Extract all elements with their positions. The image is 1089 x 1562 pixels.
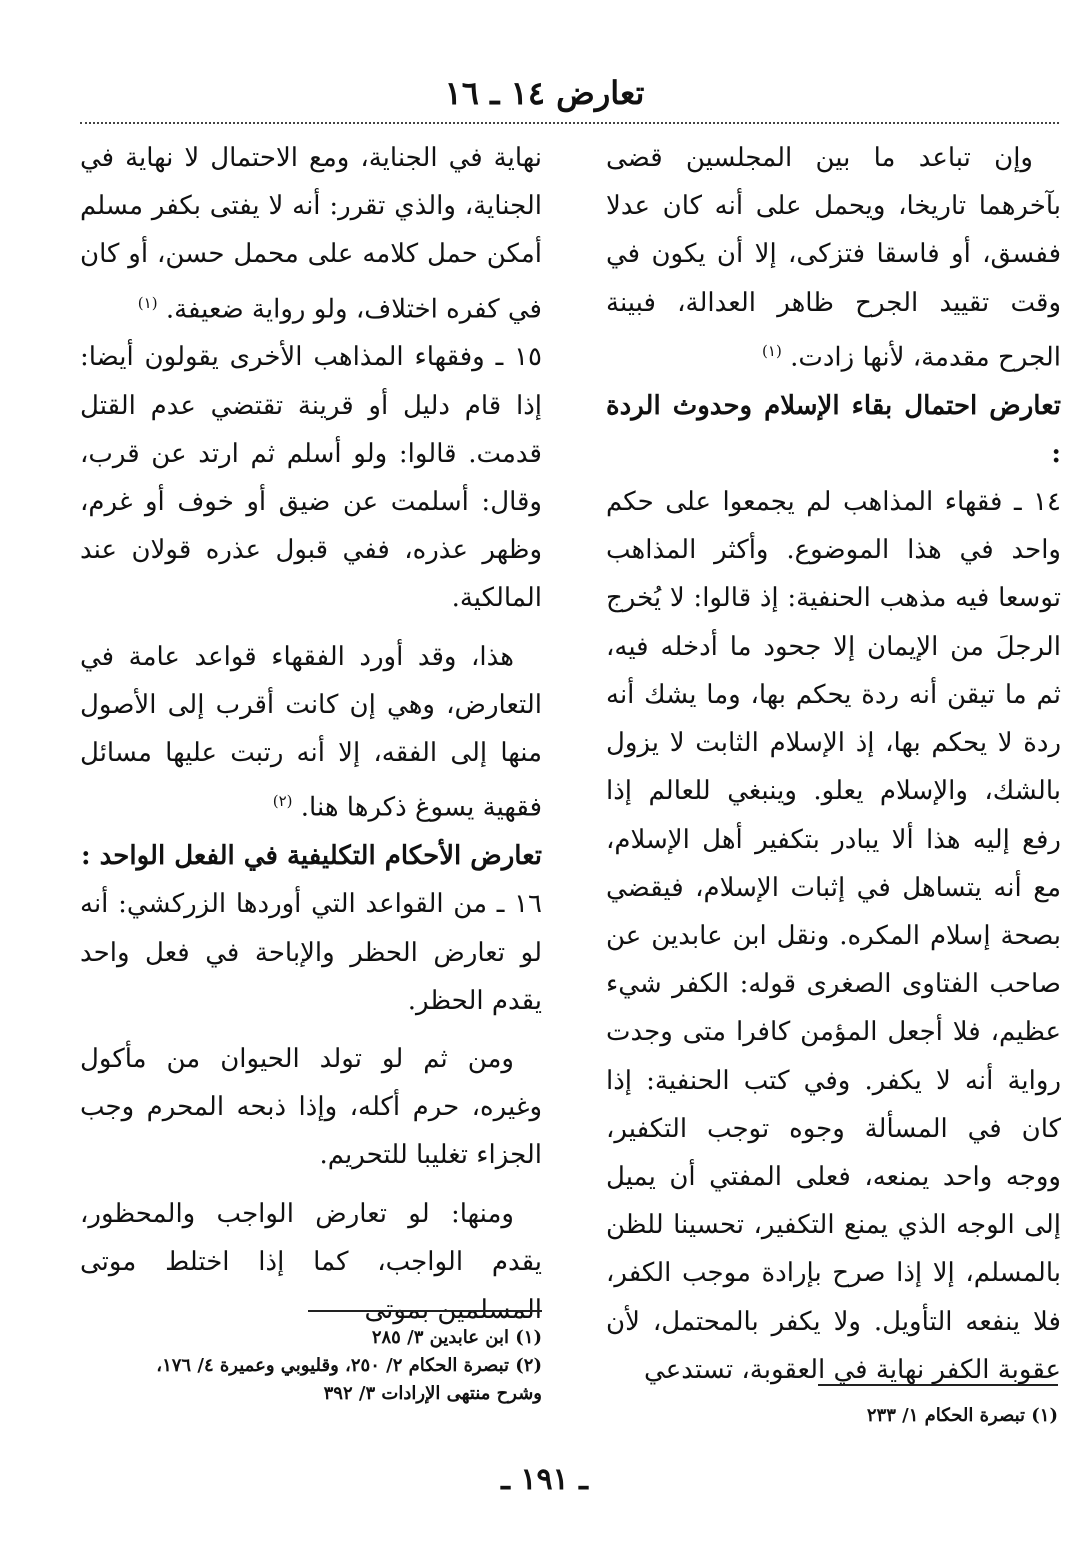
section-heading: تعارض احتمال بقاء الإسلام وحدوث الردة : xyxy=(606,390,1061,469)
paragraph-text: هذا، وقد أورد الفقهاء قواعد عامة في التعارض، وهي إن كانت أقرب إلى الأصول منها إلى الفقه، إلا أنه رتبت عليها مسائل فقهية يسوغ ذكرها هنا. xyxy=(80,641,542,823)
footnote: (١) ابن عابدين ٣/ ٢٨٥ xyxy=(371,1327,542,1348)
paragraph-text: نهاية في الجناية، ومع الاحتمال لا نهاية في الجناية، والذي تقرر: أنه لا يفتى بكفر مسلم أمكن حمل كلامه على محمل حسن، أو كان في كفره اختلاف، ولو رواية ضعيفة. xyxy=(80,143,542,325)
paragraph: ومن ثم لو تولد الحيوان من مأكول وغيره، حرم أكله، وإذا ذبحه المحرم وجب الجزاء تغليبا للتحريم. xyxy=(80,1043,542,1171)
left-column xyxy=(80,134,542,1334)
footnote-ref: (١) xyxy=(137,293,158,312)
section-heading: تعارض الأحكام التكليفية في الفعل الواحد : xyxy=(81,841,542,872)
footnote-rule xyxy=(818,1384,1058,1386)
footnote: (١) تبصرة الحكام ١/ ٢٣٣ xyxy=(866,1405,1058,1426)
paragraph xyxy=(80,633,542,832)
page-number: ـ ١٩١ ـ xyxy=(501,1462,588,1497)
footnote-ref: (٢) xyxy=(272,792,293,811)
running-header: تعارض ١٤ ـ ١٦ xyxy=(444,74,645,112)
paragraph: ١٥ ـ وفقهاء المذاهب الأخرى يقولون أيضا: إذا قام دليل أو قرينة تقتضي عدم القتل قدمت. قالوا: ولو أسلم ثم ارتد عن قرب، وقال: أسلمت عن ضيق أو خوف أو غرم، وظهر عذره، ففي قبول عذره قولان عند المالكية. xyxy=(80,342,542,614)
paragraph: ١٤ ـ فقهاء المذاهب لم يجمعوا على حكم واحد في هذا الموضوع. وأكثر المذاهب توسعا فيه مذهب الحنفية: إذ قالوا: لا يُخرج الرجلَ من الإيمان إلا جحود ما أدخله فيه، ثم ما تيقن أنه ردة يحكم بها، وما يشك أنه ردة لا يحكم بها، إذ الإسلام الثابت لا يزول بالشك، والإسلام يعلو. وينبغي للعالم إذا رفع إليه هذا ألا يبادر بتكفير أهل الإسلام، مع أنه يتساهل في إثبات الإسلام، فيقضي بصحة إسلام المكره. ونقل ابن عابدين عن صاحب الفتاوى الصغرى قوله: الكفر شيء عظيم، فلا أجعل المؤمن كافرا متى وجدت رواية أنه لا يكفر. وفي كتب الحنفية: إذا كان في المسألة وجوه توجب التكفير، ووجه واحد يمنعه، فعلى المفتي أن يميل إلى الوجه الذي يمنع التكفير، تحسينا للظن بالمسلم، إلا إذا صرح بإرادة موجب الكفر، فلا ينفعه التأويل. ولا يكفر بالمحتمل، لأن عقوبة الكفر نهاية في العقوبة، تستدعي xyxy=(606,487,1061,1385)
right-column xyxy=(606,134,1061,1394)
paragraph: ومنها: لو تعارض الواجب والمحظور، يقدم الواجب، كما إذا اختلط موتى المسلمين بموتى xyxy=(80,1198,542,1325)
footnotes-right xyxy=(606,1402,1058,1430)
paragraph-text: وإن تباعد ما بين المجلسين قضى بآخرهما تاريخا، ويحمل على أنه كان عدلا ففسق، أو فاسقا فتزكى، إلا أن يكون في وقت تقييد الجرح ظاهر العدالة، فبينة الجرح مقدمة، لأنها زادت. xyxy=(606,143,1061,373)
footnote-ref: (١) xyxy=(762,341,782,360)
paragraph xyxy=(80,134,542,333)
paragraph xyxy=(606,134,1061,382)
footnote: (٢) تبصرة الحكام ٢/ ٢٥٠، وقليوبي وعميرة ٤/ ١٧٦، xyxy=(156,1355,542,1376)
paragraph: ١٦ ـ من القواعد التي أوردها الزركشي: أنه لو تعارض الحظر والإباحة في فعل واحد يقدم الحظر. xyxy=(80,889,542,1016)
footnotes-left xyxy=(80,1324,542,1408)
footnote-rule xyxy=(308,1310,542,1312)
footnote: وشرح منتهى الإرادات ٣/ ٣٩٢ xyxy=(323,1383,542,1404)
header-dotted-rule xyxy=(80,122,1059,124)
